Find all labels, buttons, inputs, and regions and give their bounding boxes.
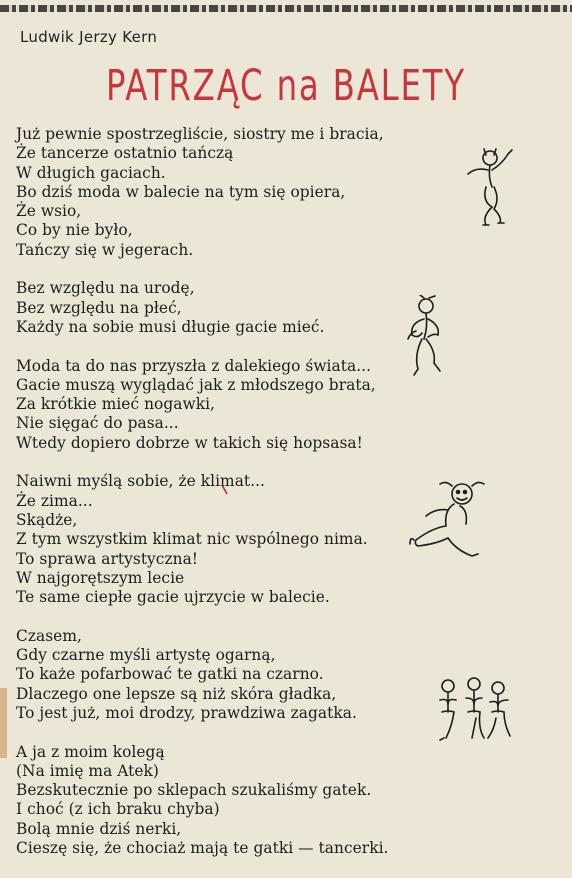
stanza bbox=[16, 357, 431, 453]
poem-line: Czasem, bbox=[16, 626, 82, 645]
poem-line: I choć (z ich braku chyba) bbox=[16, 800, 220, 819]
poem-line: Gdy czarne myśli artystę ogarną, bbox=[16, 646, 276, 665]
poem-line: Skądże, bbox=[16, 510, 78, 529]
poem-line: Wtedy dopiero dobrze w takich się hopsasa! bbox=[16, 433, 363, 452]
stanza bbox=[16, 125, 431, 260]
three-dancers-illustration bbox=[434, 674, 516, 744]
poem-line: To każe pofarbować te gatki na czarno. bbox=[16, 665, 324, 684]
poem-line: Cieszę się, że chociaż mają te gatki — tancerki. bbox=[16, 838, 389, 857]
poem-line: To jest już, moi drodzy, prawdziwa zagatka. bbox=[16, 703, 357, 722]
poem-line: W długich gaciach. bbox=[16, 163, 166, 182]
author-name: Ludwik Jerzy Kern bbox=[20, 28, 158, 46]
poem-line: A ja z moim kolegą bbox=[16, 742, 165, 761]
ink-mark bbox=[220, 484, 230, 496]
poem-line: W najgorętszym lecie bbox=[16, 568, 185, 587]
poem-line: Bo dziś moda w balecie na tym się opiera, bbox=[16, 182, 346, 201]
poem-line: Z tym wszystkim klimat nic wspólnego nima. bbox=[16, 530, 368, 549]
poem-body bbox=[16, 125, 431, 878]
poem-line: Moda ta do nas przyszła z dalekiego świata... bbox=[16, 356, 372, 375]
poem-line: Że zima... bbox=[16, 491, 93, 510]
poem-line: Bolą mnie dziś nerki, bbox=[16, 819, 182, 838]
poem-line: Naiwni myślą sobie, że klimat... bbox=[16, 472, 265, 491]
page-edge-strip bbox=[0, 688, 7, 758]
poem-line: Bez względu na płeć, bbox=[16, 298, 182, 317]
poem-line: Nie sięgać do pasa... bbox=[16, 414, 179, 433]
stanza bbox=[16, 279, 431, 337]
dancer-reclining-illustration bbox=[402, 478, 502, 560]
poem-line: Co by nie było, bbox=[16, 221, 133, 240]
poem-line: Każdy na sobie musi długie gacie mieć. bbox=[16, 317, 325, 336]
dancer-hand-on-hip-illustration bbox=[402, 295, 450, 379]
poem-line: To sprawa artystyczna! bbox=[16, 549, 199, 568]
stanza bbox=[16, 627, 431, 723]
poem-line: Tańczy się w jegerach. bbox=[16, 240, 194, 259]
poem-line: Już pewnie spostrzegliście, siostry me i bracia, bbox=[16, 125, 384, 143]
poem-line: Za krótkie mieć nogawki, bbox=[16, 395, 216, 414]
dancer-arms-raised-illustration bbox=[458, 146, 524, 230]
poem-title: PATRZĄC na BALETY bbox=[106, 62, 466, 111]
poem-line: Bezskutecznie po sklepach szukaliśmy gatek. bbox=[16, 781, 372, 800]
stanza bbox=[16, 743, 431, 859]
poem-line: Że tancerze ostatnio tańczą bbox=[16, 144, 234, 163]
poem-line: Dlaczego one lepsze są niż skóra gładka, bbox=[16, 684, 337, 703]
poem-line: Gacie muszą wyglądać jak z młodszego brata, bbox=[16, 375, 376, 394]
poem-line: Że wsio, bbox=[16, 202, 82, 221]
poem-line: Te same ciepłe gacie ujrzycie w balecie. bbox=[16, 588, 330, 607]
poem-line: Bez względu na urodę, bbox=[16, 279, 195, 298]
poem-line: (Na imię ma Atek) bbox=[16, 761, 159, 780]
